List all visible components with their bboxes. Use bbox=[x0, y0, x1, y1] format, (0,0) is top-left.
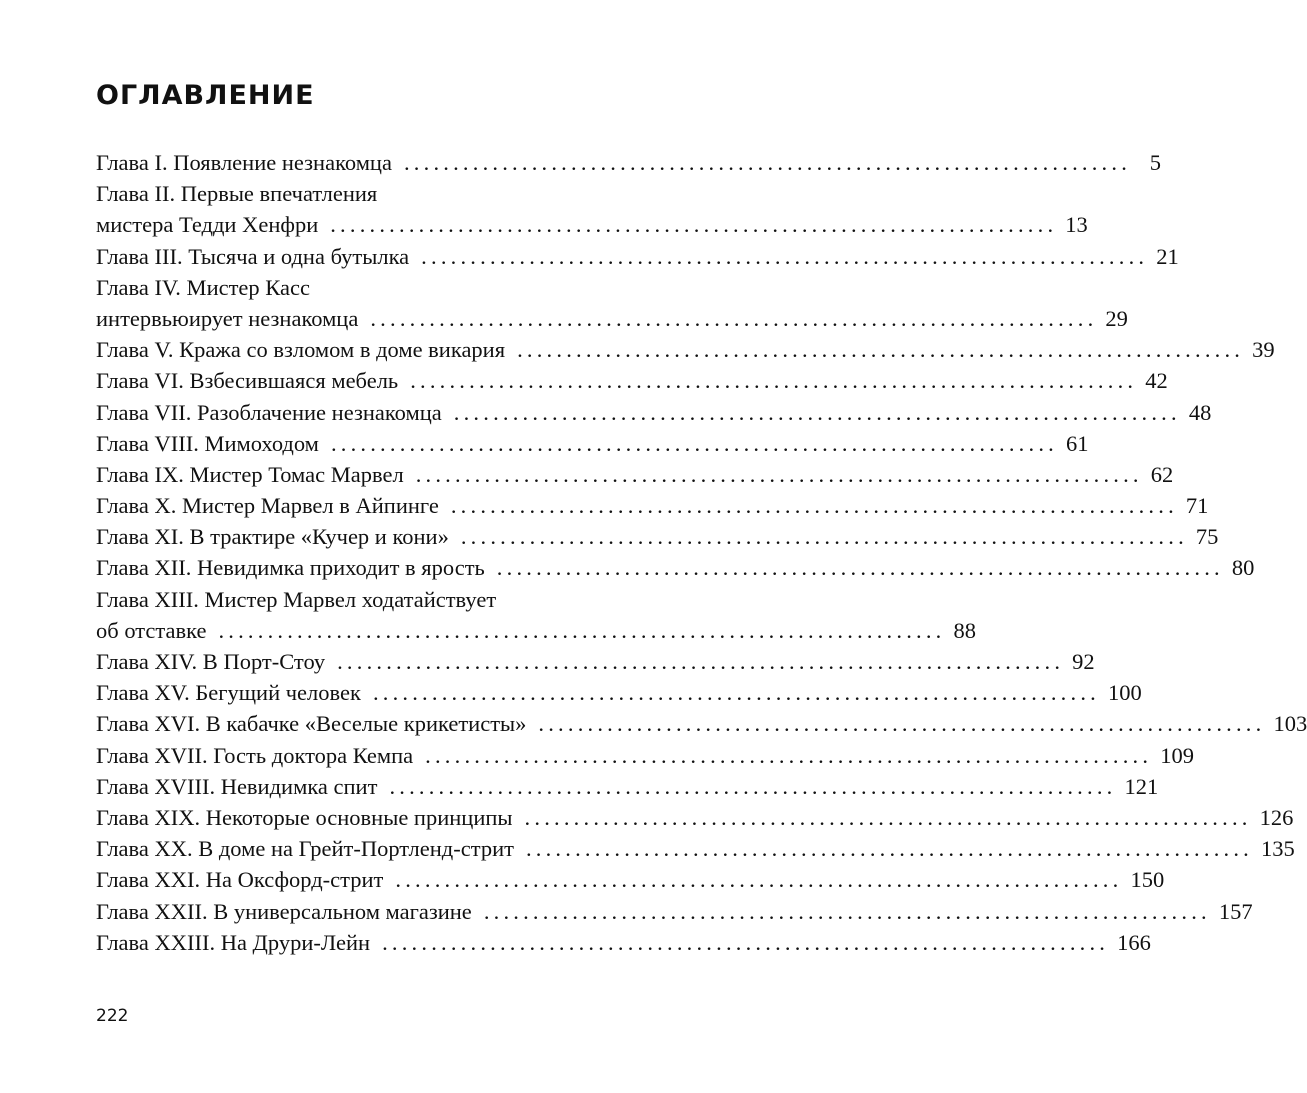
toc-entry-page: 126 bbox=[1259, 804, 1294, 830]
toc-entry bbox=[96, 552, 1255, 583]
toc-entry-page: 5 bbox=[1149, 150, 1162, 175]
toc-entry bbox=[96, 521, 1219, 552]
toc-entry-title: Глава V. Кража со взломом в доме викария bbox=[96, 337, 506, 363]
toc-entry-page: 166 bbox=[1117, 929, 1151, 955]
toc-entry-page: 135 bbox=[1261, 836, 1295, 862]
dot-leader: .......................................................................... bbox=[372, 680, 1100, 706]
toc-entry bbox=[96, 303, 1128, 334]
toc-entry-title: Глава XXI. На Оксфорд-стрит bbox=[96, 867, 384, 893]
toc-entry-page: 157 bbox=[1218, 898, 1253, 924]
page-number: 222 bbox=[96, 1006, 129, 1026]
toc-entry bbox=[96, 365, 1168, 396]
dot-leader: .......................................................................... bbox=[525, 836, 1254, 862]
dot-leader: .......................................................................... bbox=[496, 555, 1224, 581]
toc-entry-title: Глава XIX. Некоторые основные принципы bbox=[96, 804, 513, 830]
dot-leader: .......................................................................... bbox=[483, 898, 1211, 924]
toc-entry-page: 13 bbox=[1065, 212, 1088, 238]
toc-entry bbox=[96, 272, 626, 303]
toc-entry bbox=[96, 209, 1088, 240]
toc-entry-title: Глава XIV. В Порт-Стоу bbox=[96, 649, 326, 674]
toc-entry-title: Глава XXIII. На Друри-Лейн bbox=[96, 929, 371, 955]
toc-entry bbox=[96, 397, 1212, 428]
dot-leader: .......................................................................... bbox=[450, 493, 1178, 519]
dot-leader: .......................................................................... bbox=[453, 399, 1181, 425]
dot-leader: .......................................................................... bbox=[460, 524, 1188, 550]
toc-entry-title: Глава III. Тысяча и одна бутылка bbox=[96, 243, 410, 269]
table-of-contents bbox=[96, 147, 1307, 958]
toc-entry-title: Глава XXII. В универсальном магазине bbox=[96, 898, 472, 924]
dot-leader: .......................................................................... bbox=[218, 617, 946, 643]
toc-entry-page: 29 bbox=[1105, 305, 1128, 331]
toc-entry-page: 75 bbox=[1195, 524, 1219, 550]
toc-entry-title: Глава XVII. Гость доктора Кемпа bbox=[96, 742, 414, 768]
dot-leader: .......................................................................... bbox=[395, 867, 1123, 893]
toc-entry-page: 48 bbox=[1188, 399, 1212, 425]
toc-entry-title: Глава IX. Мистер Томас Марвел bbox=[96, 461, 404, 487]
toc-entry-title: Глава XI. В трактире «Кучер и кони» bbox=[96, 524, 449, 550]
toc-entry bbox=[96, 334, 1275, 365]
toc-entry-page: 100 bbox=[1108, 680, 1142, 706]
toc-entry-page: 80 bbox=[1231, 555, 1255, 581]
dot-leader: .......................................................................... bbox=[415, 461, 1143, 487]
dot-leader: .......................................................................... bbox=[330, 430, 1058, 456]
toc-entry-title: Глава XVIII. Невидимка спит bbox=[96, 773, 378, 799]
toc-entry-title: Глава X. Мистер Марвел в Айпинге bbox=[96, 493, 439, 519]
dot-leader: .......................................................................... bbox=[517, 337, 1245, 363]
toc-entry-page: 61 bbox=[1066, 430, 1089, 456]
toc-entry-page: 150 bbox=[1130, 867, 1165, 893]
dot-leader: .......................................................................... bbox=[382, 929, 1110, 955]
toc-entry bbox=[96, 864, 1165, 895]
toc-entry bbox=[96, 178, 626, 209]
toc-entry-title: Глава XIII. Мистер Марвел ходатайствует bbox=[96, 586, 497, 612]
toc-entry-title: Глава VI. Взбесившаяся мебель bbox=[96, 368, 399, 394]
toc-entry-title: интервьюирует незнакомца bbox=[96, 305, 359, 331]
dot-leader: .......................................................................... bbox=[403, 150, 1132, 175]
toc-entry-page: 109 bbox=[1160, 742, 1194, 768]
dot-leader: .......................................................................... bbox=[524, 804, 1252, 830]
dot-leader: .......................................................................... bbox=[538, 711, 1266, 737]
toc-entry-page: 21 bbox=[1156, 243, 1179, 269]
toc-entry bbox=[96, 147, 1162, 178]
toc-entry bbox=[96, 927, 1151, 958]
dot-leader: .......................................................................... bbox=[425, 742, 1153, 768]
toc-entry-title: мистера Тедди Хенфри bbox=[96, 212, 319, 238]
dot-leader: .......................................................................... bbox=[370, 305, 1098, 331]
toc-entry-title: Глава XX. В доме на Грейт-Портленд-стрит bbox=[96, 836, 514, 862]
toc-entry-title: Глава XII. Невидимка приходит в ярость bbox=[96, 555, 485, 581]
toc-entry-page: 62 bbox=[1150, 461, 1174, 487]
toc-entry-page: 42 bbox=[1145, 368, 1168, 394]
toc-entry bbox=[96, 646, 1095, 677]
toc-entry bbox=[96, 708, 1307, 739]
toc-entry bbox=[96, 490, 1209, 521]
toc-entry bbox=[96, 833, 1295, 864]
dot-leader: .......................................................................... bbox=[410, 368, 1138, 394]
toc-entry bbox=[96, 241, 1179, 272]
toc-entry-title: об отставке bbox=[96, 617, 207, 643]
toc-entry-title: Глава VIII. Мимоходом bbox=[96, 430, 319, 456]
toc-entry bbox=[96, 459, 1174, 490]
toc-entry-page: 71 bbox=[1185, 493, 1209, 519]
dot-leader: .......................................................................... bbox=[337, 649, 1065, 674]
toc-entry-title: Глава I. Появление незнакомца bbox=[96, 150, 392, 175]
dot-leader: .......................................................................... bbox=[330, 212, 1058, 238]
toc-entry-page: 88 bbox=[953, 617, 977, 643]
toc-entry bbox=[96, 584, 626, 615]
toc-entry bbox=[96, 428, 1089, 459]
dot-leader: .......................................................................... bbox=[389, 773, 1117, 799]
dot-leader: .......................................................................... bbox=[421, 243, 1149, 269]
toc-entry-page: 92 bbox=[1072, 649, 1095, 674]
toc-entry bbox=[96, 896, 1253, 927]
toc-entry-title: Глава VII. Разоблачение незнакомца bbox=[96, 399, 442, 425]
toc-entry bbox=[96, 615, 977, 646]
toc-entry-page: 103 bbox=[1273, 711, 1307, 737]
toc-entry bbox=[96, 802, 1294, 833]
toc-entry-title: Глава IV. Мистер Касс bbox=[96, 274, 310, 300]
toc-entry-page: 121 bbox=[1124, 773, 1159, 799]
toc-entry-page: 39 bbox=[1252, 337, 1275, 363]
toc-entry-title: Глава II. Первые впечатления bbox=[96, 181, 378, 207]
toc-entry-title: Глава XV. Бегущий человек bbox=[96, 680, 361, 706]
page-title: ОГЛАВЛЕНИЕ bbox=[96, 80, 315, 111]
toc-entry-title: Глава XVI. В кабачке «Веселые крикетисты» bbox=[96, 711, 527, 737]
toc-entry bbox=[96, 677, 1142, 708]
toc-entry bbox=[96, 740, 1194, 771]
toc-entry bbox=[96, 771, 1159, 802]
